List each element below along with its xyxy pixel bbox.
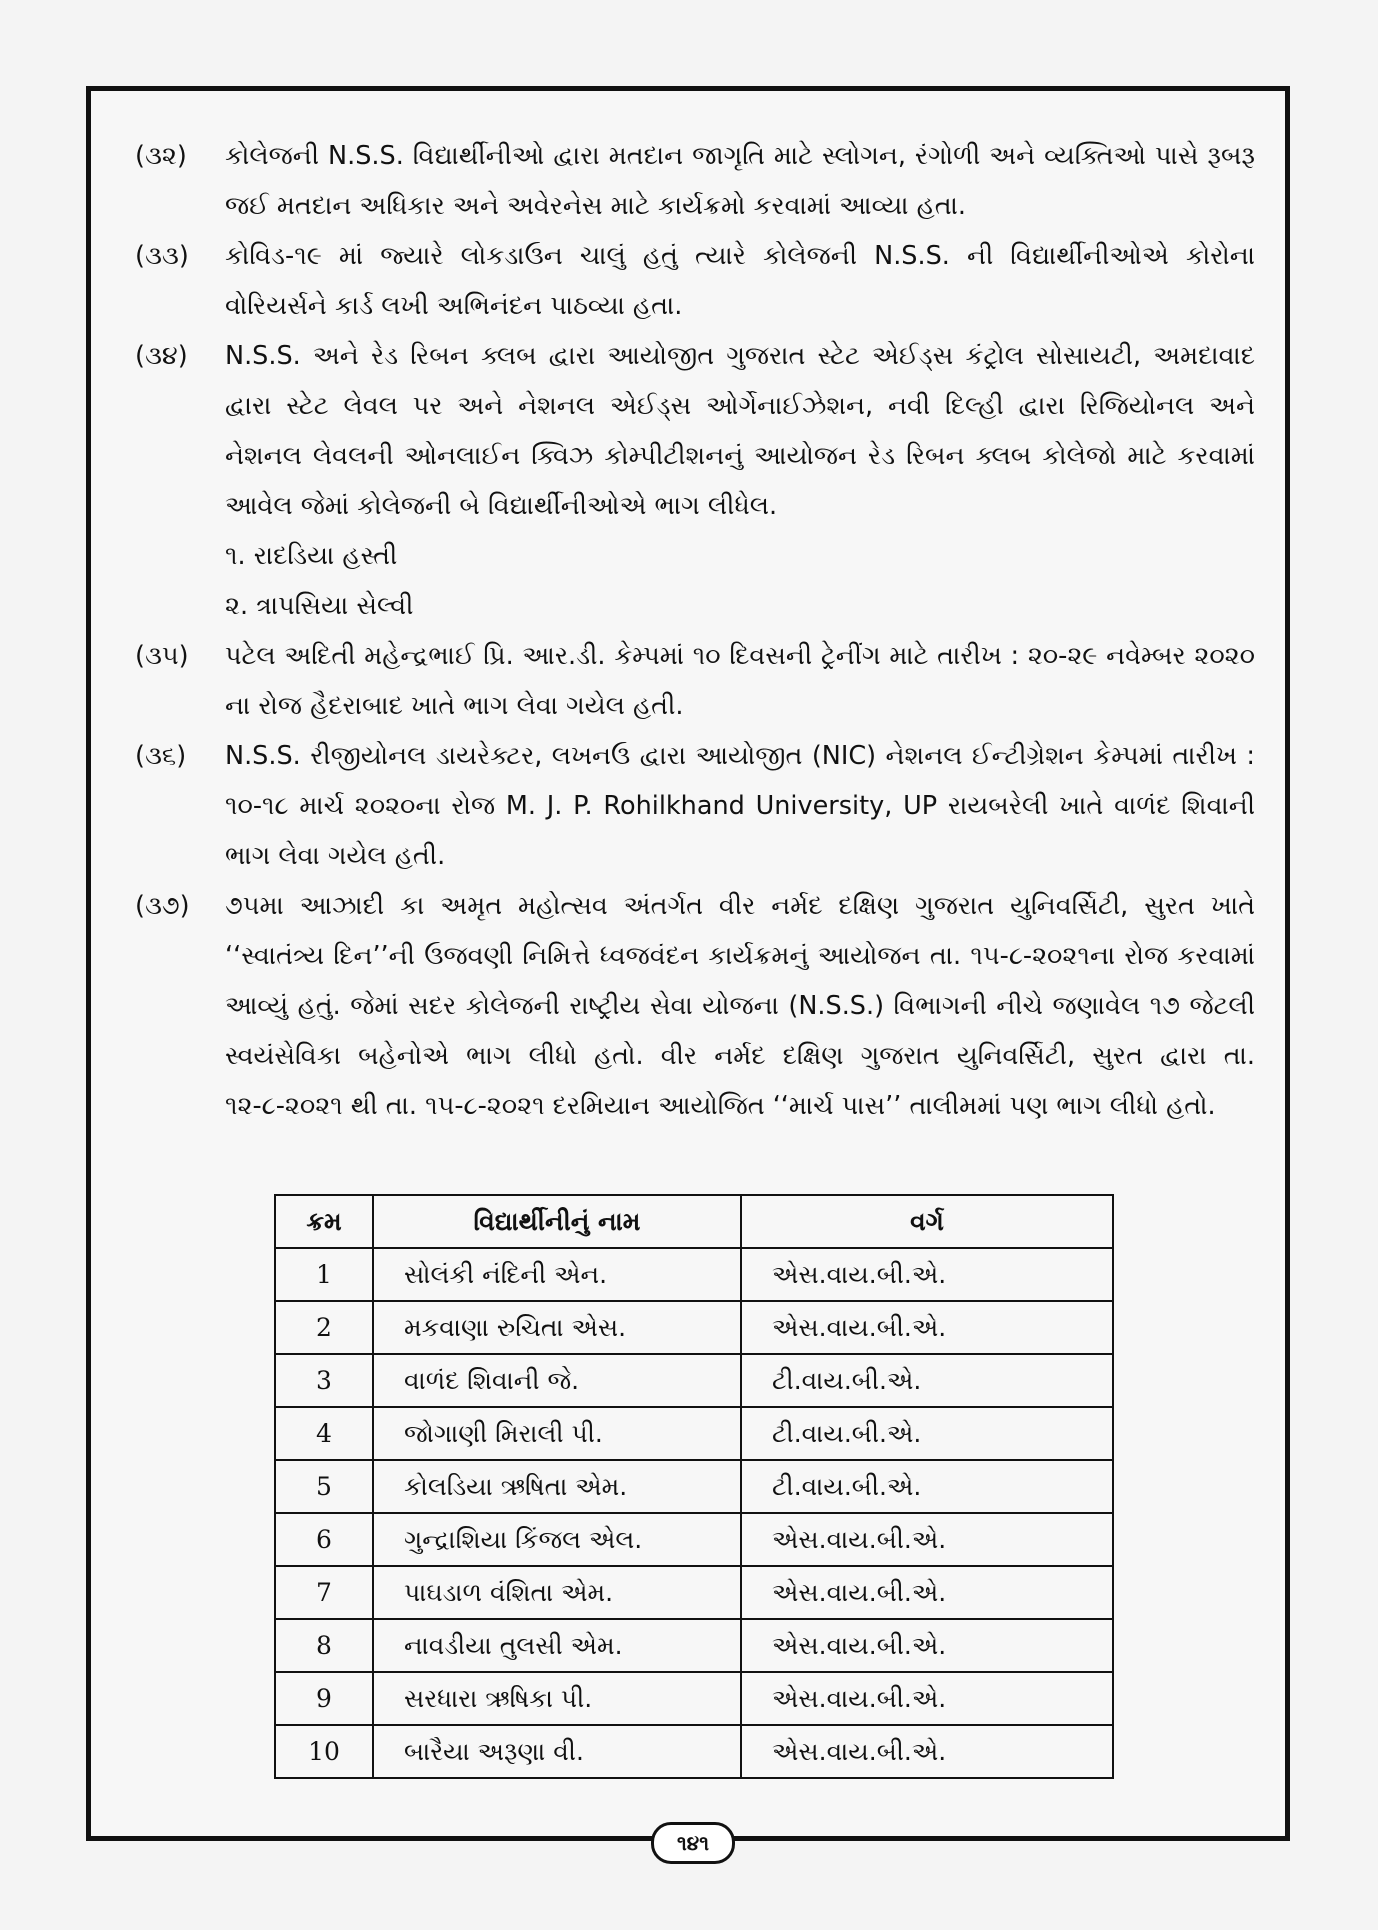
table-row — [275, 1619, 1113, 1672]
class-cell: ટી.વાય.બી.એ. — [741, 1407, 1113, 1460]
paragraph-text: N.S.S. અને રેડ રિબન ક્લબ દ્વારા આયોજીત ગુજરાત સ્ટેટ એઈડ્સ કંટ્રોલ સોસાયટી, અમદાવાદ દ્વારા સ્ટેટ લેવલ પર અને નેશનલ એઈડ્સ ઓર્ગેનાઈઝેશન, નવી દિલ્હી દ્વારા રિજિયોનલ અને નેશનલ લેવલની ઓનલાઈન ક્વિઝ કોમ્પીટીશનનું આયોજન રેડ રિબન ક્લબ કોલેજો માટે કરવામાં આવેલ જેમાં કોલેજની બે વિદ્યાર્થીનીઓએ ભાગ લીધેલ. — [225, 341, 1255, 521]
paragraph-number: (૩૩) — [135, 241, 189, 271]
name-cell: નાવડીયા તુલસી એમ. — [373, 1619, 741, 1672]
serial-cell: 8 — [275, 1619, 373, 1672]
paragraph-33 — [135, 231, 1255, 331]
column-header-serial: ક્રમ — [275, 1195, 373, 1248]
paragraph-text: કોલેજની N.S.S. વિદ્યાર્થીનીઓ દ્વારા મતદાન જાગૃતિ માટે સ્લોગન, રંગોળી અને વ્યક્તિઓ પાસે રૂબરૂ જઈ મતદાન અધિકાર અને અવેરનેસ માટે કાર્યક્રમો કરવામાં આવ્યા હતા. — [225, 141, 1255, 221]
serial-cell: 2 — [275, 1301, 373, 1354]
name-cell: સોલંકી નંદિની એન. — [373, 1248, 741, 1301]
paragraph-34 — [135, 331, 1255, 531]
table-row — [275, 1248, 1113, 1301]
name-cell: સરધારા ઋષિકા પી. — [373, 1672, 741, 1725]
paragraph-text: કોવિડ-૧૯ માં જ્યારે લોકડાઉન ચાલું હતું ત્યારે કોલેજની N.S.S. ની વિદ્યાર્થીનીઓએ કોરોના વોરિયર્સને કાર્ડ લખી અભિનંદન પાઠવ્યા હતા. — [225, 241, 1255, 321]
paragraph-32 — [135, 131, 1255, 231]
paragraph-number: (૩૪) — [135, 341, 188, 371]
class-cell: એસ.વાય.બી.એ. — [741, 1619, 1113, 1672]
name-cell: પાઘડાળ વંશિતા એમ. — [373, 1566, 741, 1619]
paragraph-36 — [135, 731, 1255, 881]
name-cell: બારૈયા અરૂણા વી. — [373, 1725, 741, 1778]
serial-cell: 9 — [275, 1672, 373, 1725]
page-number: ૧૪૧ — [651, 1822, 735, 1864]
serial-cell: 5 — [275, 1460, 373, 1513]
serial-cell: 1 — [275, 1248, 373, 1301]
class-cell: એસ.વાય.બી.એ. — [741, 1301, 1113, 1354]
class-cell: ટી.વાય.બી.એ. — [741, 1460, 1113, 1513]
serial-cell: 7 — [275, 1566, 373, 1619]
paragraph-37 — [135, 881, 1255, 1131]
column-header-class: વર્ગ — [741, 1195, 1113, 1248]
volunteer-table — [274, 1194, 1114, 1779]
name-cell: વાળંદ શિવાની જે. — [373, 1354, 741, 1407]
class-cell: એસ.વાય.બી.એ. — [741, 1725, 1113, 1778]
paragraph-number: (૩૬) — [135, 741, 187, 771]
serial-cell: 3 — [275, 1354, 373, 1407]
table-row — [275, 1460, 1113, 1513]
table-row — [275, 1566, 1113, 1619]
name-cell: કોલડિયા ઋષિતા એમ. — [373, 1460, 741, 1513]
paragraph-number: (૩૭) — [135, 891, 190, 921]
table-row — [275, 1301, 1113, 1354]
class-cell: એસ.વાય.બી.એ. — [741, 1672, 1113, 1725]
name-cell: ગુન્દ્રાશિયા કિંજલ એલ. — [373, 1513, 741, 1566]
participant-item: ૧. રાદડિયા હસ્તી — [225, 541, 398, 571]
class-cell: ટી.વાય.બી.એ. — [741, 1354, 1113, 1407]
serial-cell: 6 — [275, 1513, 373, 1566]
table-row — [275, 1672, 1113, 1725]
serial-cell: 4 — [275, 1407, 373, 1460]
paragraph-number: (૩૫) — [135, 641, 189, 671]
paragraph-text: પટેલ અદિતી મહેન્દ્રભાઈ પ્રિ. આર.ડી. કેમ્પમાં ૧૦ દિવસની ટ્રેનીંગ માટે તારીખ : ૨૦-૨૯ નવેમ્બર ૨૦૨૦ ના રોજ હૈદરાબાદ ખાતે ભાગ લેવા ગયેલ હતી. — [225, 641, 1255, 721]
table-header-row — [275, 1195, 1113, 1248]
serial-cell: 10 — [275, 1725, 373, 1778]
page-frame — [86, 86, 1290, 1841]
class-cell: એસ.વાય.બી.એ. — [741, 1513, 1113, 1566]
class-cell: એસ.વાય.બી.એ. — [741, 1248, 1113, 1301]
table-row — [275, 1725, 1113, 1778]
paragraph-text: ૭૫મા આઝાદી કા અમૃત મહોત્સવ અંતર્ગત વીર નર્મદ દક્ષિણ ગુજરાત યુનિવર્સિટી, સુરત ખાતે ‘‘સ્વાતંત્ર્ય દિન’’ની ઉજવણી નિમિત્તે ધ્વજવંદન કાર્યક્રમનું આયોજન તા. ૧૫-૮-૨૦૨૧ના રોજ કરવામાં આવ્યું હતું. જેમાં સદર કોલેજની રાષ્ટ્રીય સેવા યોજના (N.S.S.) વિભાગની નીચે જણાવેલ ૧૭ જેટલી સ્વયંસેવિકા બહેનોએ ભાગ લીધો હતો. વીર નર્મદ દક્ષિણ ગુજરાત યુનિવર્સિટી, સુરત દ્વારા તા. ૧૨-૮-૨૦૨૧ થી તા. ૧૫-૮-૨૦૨૧ દરમિયાન આયોજિત ‘‘માર્ચ પાસ’’ તાલીમમાં પણ ભાગ લીધો હતો. — [225, 891, 1255, 1121]
page-content — [135, 131, 1255, 1131]
paragraph-text: N.S.S. રીજીયોનલ ડાયરેક્ટર, લખનઉ દ્વારા આયોજીત (NIC) નેશનલ ઈન્ટીગ્રેશન કેમ્પમાં તારીખ : ૧૦-૧૮ માર્ચ ૨૦૨૦ના રોજ M. J. P. Rohilkhand University, UP રાયબરેલી ખાતે વાળંદ શિવાની ભાગ લેવા ગયેલ હતી. — [225, 741, 1255, 871]
table-row — [275, 1354, 1113, 1407]
participant-item: ૨. ત્રાપસિયા સેલ્વી — [225, 591, 414, 621]
table-row — [275, 1513, 1113, 1566]
paragraph-number: (૩૨) — [135, 141, 187, 171]
table-row — [275, 1407, 1113, 1460]
column-header-name: વિદ્યાર્થીનીનું નામ — [373, 1195, 741, 1248]
name-cell: જોગાણી મિરાલી પી. — [373, 1407, 741, 1460]
name-cell: મકવાણા રુચિતા એસ. — [373, 1301, 741, 1354]
class-cell: એસ.વાય.બી.એ. — [741, 1566, 1113, 1619]
paragraph-35 — [135, 631, 1255, 731]
